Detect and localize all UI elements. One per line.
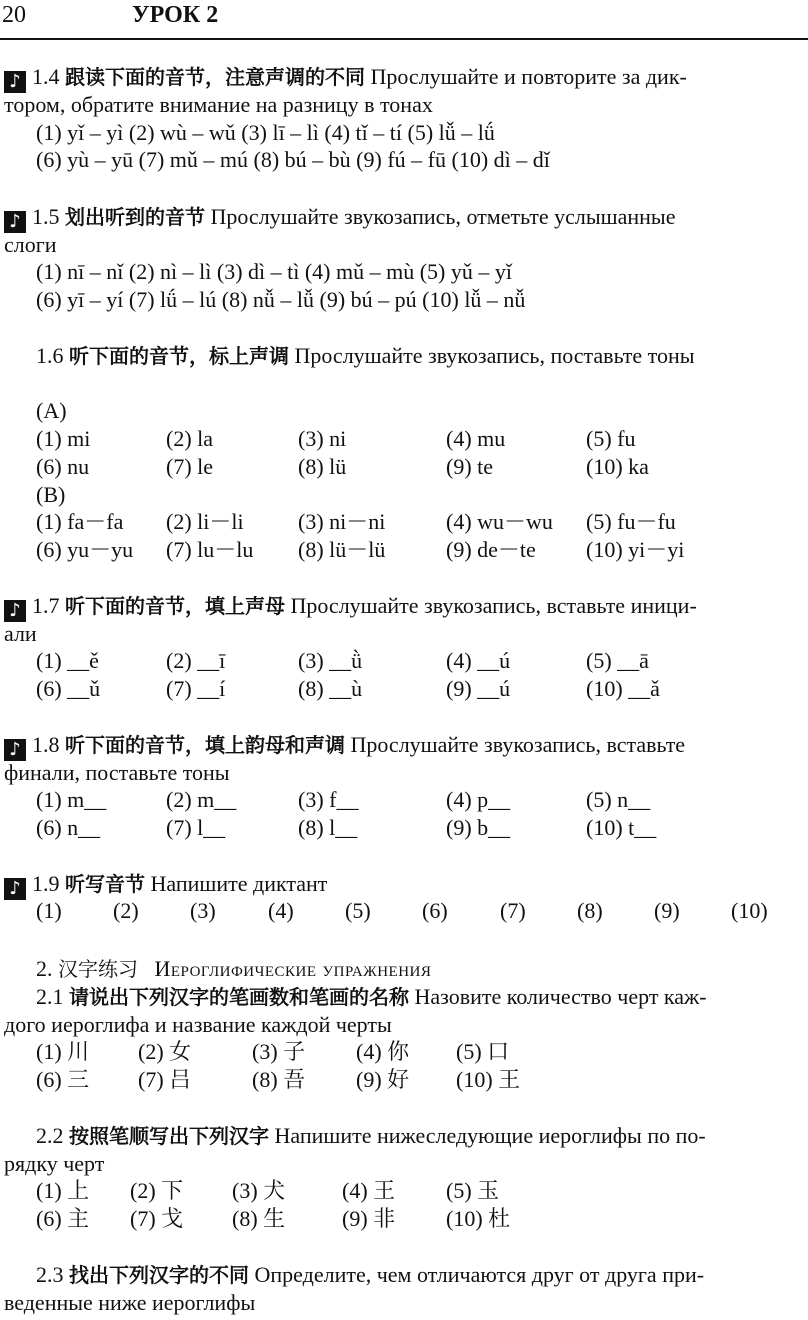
exercise-1-8-title: ♪ 1.8 听下面的音节，填上韵母和声调 Прослушайте звукозапись, вставьте: [4, 732, 804, 761]
grid-item: (6) nu: [36, 454, 90, 479]
exercise-1-7-title-cont: али: [4, 621, 37, 646]
grid-item: (4) 你: [356, 1039, 410, 1064]
page-header: [0, 0, 808, 40]
grid-item: (4) mu: [446, 426, 506, 451]
grid-item: (3) ni: [298, 426, 347, 451]
grid-item: (1) __ě: [36, 648, 99, 673]
grid-item: (5) __ā: [586, 648, 649, 673]
grid-item: (9) 好: [356, 1067, 410, 1092]
grid-item: (10) __ǎ: [586, 676, 660, 701]
grid-item: (3) f__: [298, 787, 359, 812]
grid-item: (1) mi: [36, 426, 91, 451]
dictation-slot: (10): [731, 898, 768, 923]
exercise-russian-title: Прослушайте и повторите за дик-: [370, 64, 687, 89]
music-note-icon[interactable]: ♪: [4, 71, 26, 93]
grid-item: (4) __ú: [446, 648, 511, 673]
grid-item: (2) 女: [138, 1039, 192, 1064]
grid-item: (2) m__: [166, 787, 237, 812]
grid-item: (6) 三: [36, 1067, 90, 1092]
grid-item: (10) 王: [456, 1067, 521, 1092]
grid-item: (2) la: [166, 426, 214, 451]
music-note-icon[interactable]: ♪: [4, 211, 26, 233]
grid-item: (5) fu－fu: [586, 509, 676, 534]
grid-item: (3) 犬: [232, 1178, 286, 1203]
grid-item: (2) __ī: [166, 648, 226, 673]
exercise-1-5-title-cont: слоги: [4, 232, 57, 257]
dictation-slot: (9): [654, 898, 680, 923]
exercise-1-5-row-1: (1) nī – nǐ (2) nì – lì (3) dì – tì (4) mǔ – mù (5) yǔ – yǐ: [36, 259, 512, 284]
exercise-1-4-row-2: (6) yù – yū (7) mǔ – mú (8) bú – bù (9) fú – fū (10) dì – dǐ: [36, 147, 550, 172]
exercise-2-3-title-cont: веденные ниже иероглифы: [4, 1290, 256, 1315]
dictation-slot: (7): [500, 898, 526, 923]
grid-item: (1) 上: [36, 1178, 90, 1203]
grid-item: (6) __ǔ: [36, 676, 101, 701]
dictation-slot: (1): [36, 898, 62, 923]
grid-item: (3) 子: [252, 1039, 306, 1064]
exercise-number: 1.4: [32, 64, 60, 89]
grid-item: (8) 吾: [252, 1067, 306, 1092]
grid-item: (7) lu－lu: [166, 537, 254, 562]
grid-item: (1) 川: [36, 1039, 90, 1064]
grid-item: (9) 非: [342, 1206, 396, 1231]
grid-item: (5) 口: [456, 1039, 510, 1064]
grid-item: (2) li－li: [166, 509, 244, 534]
grid-item: (7) 吕: [138, 1067, 192, 1092]
grid-item: (8) lü－lü: [298, 537, 386, 562]
dictation-slot: (2): [113, 898, 139, 923]
grid-item: (6) n__: [36, 815, 101, 840]
grid-item: (2) 下: [130, 1178, 184, 1203]
grid-item: (5) n__: [586, 787, 651, 812]
exercise-1-5-title: ♪ 1.5 划出听到的音节 Прослушайте звукозапись, отметьте услышанные: [4, 204, 804, 233]
grid-item: (10) 杜: [446, 1206, 511, 1231]
grid-item: (8) l__: [298, 815, 358, 840]
grid-item: (4) 王: [342, 1178, 396, 1203]
exercise-1-4-title: [4, 64, 804, 93]
grid-item: (6) 主: [36, 1206, 90, 1231]
grid-item: (5) fu: [586, 426, 636, 451]
grid-item: (4) p__: [446, 787, 511, 812]
music-note-icon[interactable]: ♪: [4, 878, 26, 900]
exercise-1-5-row-2: (6) yī – yí (7) lǘ – lú (8) nǚ – lǚ (9) bú – pú (10) lǚ – nǚ: [36, 287, 526, 312]
dictation-slot: (5): [345, 898, 371, 923]
grid-item: (10) t__: [586, 815, 657, 840]
exercise-2-2-title: 2.2 按照笔顺写出下列汉字 Напишите нижеследующие иероглифы по по-: [36, 1123, 706, 1148]
part-a-label: (A): [36, 398, 67, 423]
part-b-label: (B): [36, 482, 66, 507]
section-2-heading: 2. 汉字练习 Иероглифические упражнения: [36, 956, 432, 981]
dictation-slot: (3): [190, 898, 216, 923]
grid-item: (1) m__: [36, 787, 107, 812]
grid-item: (9) de－te: [446, 537, 536, 562]
exercise-1-7-title: ♪ 1.7 听下面的音节，填上声母 Прослушайте звукозапись, вставьте иници-: [4, 593, 804, 622]
grid-item: (6) yu－yu: [36, 537, 134, 562]
lesson-title: УРОК 2: [132, 2, 219, 28]
grid-item: (7) le: [166, 454, 214, 479]
grid-item: (5) 玉: [446, 1178, 500, 1203]
exercise-1-4-row-1: (1) yǐ – yì (2) wù – wǔ (3) lī – lì (4) tǐ – tí (5) lǚ – lǘ: [36, 120, 495, 145]
grid-item: (9) b__: [446, 815, 511, 840]
exercise-1-4-title-cont: тором, обратите внимание на разницу в тонах: [4, 92, 433, 117]
grid-item: (3) ni－ni: [298, 509, 386, 534]
exercise-chinese-title: 跟读下面的音节，注意声调的不同: [65, 65, 365, 89]
grid-item: (1) fa－fa: [36, 509, 124, 534]
grid-item: (10) yi－yi: [586, 537, 685, 562]
exercise-2-2-title-cont: рядку черт: [4, 1151, 105, 1176]
dictation-slot: (6): [422, 898, 448, 923]
music-note-icon[interactable]: ♪: [4, 739, 26, 761]
exercise-2-3-title: 2.3 找出下列汉字的不同 Определите, чем отличаются друг от друга при-: [36, 1262, 705, 1287]
exercise-1-6-title: 1.6 听下面的音节，标上声调 Прослушайте звукозапись, поставьте тоны: [36, 343, 695, 368]
exercise-1-8-title-cont: финали, поставьте тоны: [4, 760, 230, 785]
page-number: 20: [2, 2, 26, 28]
dictation-slot: (8): [577, 898, 603, 923]
grid-item: (7) 戈: [130, 1206, 184, 1231]
grid-item: (8) __ù: [298, 676, 363, 701]
grid-item: (7) __í: [166, 676, 226, 701]
grid-item: (3) __ǜ: [298, 648, 363, 673]
grid-item: (9) te: [446, 454, 494, 479]
exercise-2-1-title: 2.1 请说出下列汉字的笔画数和笔画的名称 Назовите количество черт каж-: [36, 984, 707, 1009]
music-note-icon[interactable]: ♪: [4, 600, 26, 622]
exercise-1-9-title: ♪ 1.9 听写音节 Напишите диктант: [4, 871, 804, 900]
dictation-slot: (4): [268, 898, 294, 923]
grid-item: (7) l__: [166, 815, 226, 840]
grid-item: (8) 生: [232, 1206, 286, 1231]
grid-item: (9) __ú: [446, 676, 511, 701]
grid-item: (10) ka: [586, 454, 649, 479]
grid-item: (8) lü: [298, 454, 347, 479]
grid-item: (4) wu－wu: [446, 509, 553, 534]
exercise-2-1-title-cont: дого иероглифа и название каждой черты: [4, 1012, 392, 1037]
